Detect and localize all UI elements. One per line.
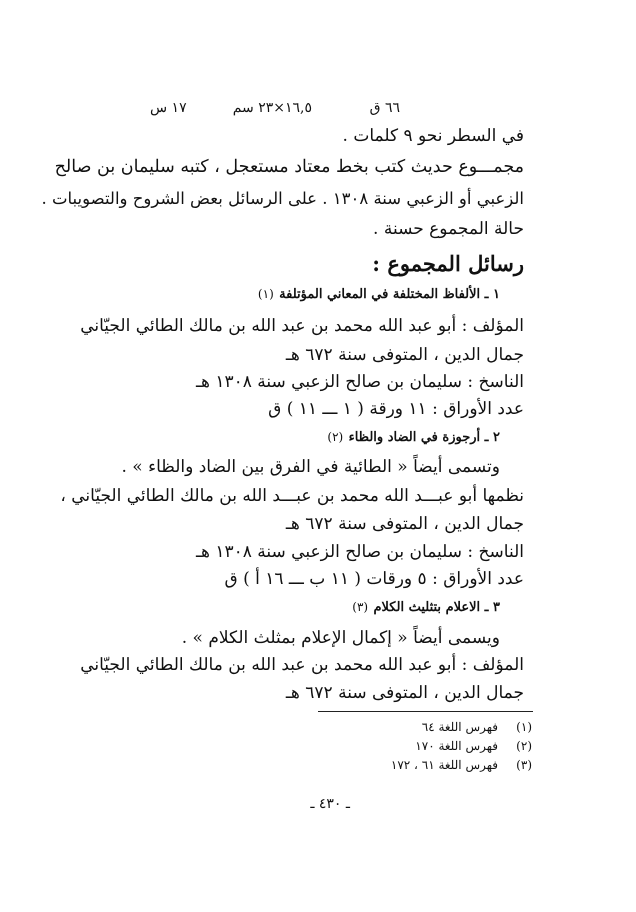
description-line-4: حالة المجموع حسنة . [373,219,524,239]
footnote-3 [391,756,532,774]
footnote-3-number: (٣) [516,758,532,772]
description-line-2: مجمـــوع حديث كتب بخط معتاد مستعجل ، كتبه سليمان بن صالح [54,157,524,177]
item-2-copyist: الناسخ : سليمان بن صالح الزعبي سنة ١٣٠٨ هـ [195,542,524,562]
item-3-author-line-1: المؤلف : أبو عبد الله محمد بن عبد الله بن مالك الطائي الجيّاني [80,655,524,675]
item-1-author-line-2: جمال الدين ، المتوفى سنة ٦٧٢ هـ [285,345,524,365]
item-3-title: ٣ ـ الاعلام بتثليث الكلام [373,600,500,615]
item-1-copyist: الناسخ : سليمان بن صالح الزعبي سنة ١٣٠٨ هـ [195,372,524,392]
page-size: ١٦,٥×٢٣ سم [232,100,312,116]
item-2-author-line-1: نظمها أبو عبـــد الله محمد بن عبـــد الله بن مالك الطائي الجيّاني ، [60,486,524,506]
footnote-1-number: (١) [516,720,532,734]
catalog-header [150,96,400,120]
footnote-1 [422,718,532,736]
item-3-heading [352,594,500,620]
folio-count: ٦٦ ق [369,100,400,116]
footnote-2-number: (٢) [516,739,532,753]
item-2-alt-title: وتسمى أيضاً « الطائية في الفرق بين الضاد والظاء » . [121,457,500,477]
item-3-alt-title: ويسمى أيضاً « إكمال الإعلام بمثلث الكلام » . [181,628,500,648]
item-1-heading [258,281,500,307]
footnote-2-text: فهرس اللغة ١٧٠ [415,739,498,753]
item-1-author-line-1: المؤلف : أبو عبد الله محمد بن عبد الله بن مالك الطائي الجيّاني [80,316,524,336]
footnote-2 [415,737,532,755]
item-2-footnote-ref: (٢) [327,430,344,444]
section-title: رسائل المجموع : [372,251,524,276]
footnote-1-text: فهرس اللغة ٦٤ [421,720,498,734]
footnote-rule [318,711,533,712]
item-3-footnote-ref: (٣) [352,600,369,614]
page-number: ـ ٤٣٠ ـ [310,796,350,812]
description-line-1: في السطر نحو ٩ كلمات . [342,126,524,146]
item-2-leaves: عدد الأوراق : ٥ ورقات ( ١١ ب ـــ ١٦ أ ) ق [224,569,524,589]
item-2-heading [327,424,500,450]
line-count: ١٧ س [150,100,187,116]
item-1-leaves: عدد الأوراق : ١١ ورقة ( ١ ـــ ١١ ) ق [268,399,524,419]
description-line-3: الزعبي أو الزعبي سنة ١٣٠٨ . على الرسائل بعض الشروح والتصويبات . [41,189,524,208]
item-1-footnote-ref: (١) [257,287,274,301]
footnote-3-text: فهرس اللغة ٦١ ، ١٧٢ [390,758,498,772]
item-3-author-line-2: جمال الدين ، المتوفى سنة ٦٧٢ هـ [285,683,524,703]
item-2-title: ٢ ـ أرجوزة في الضاد والظاء [348,430,500,445]
item-2-author-line-2: جمال الدين ، المتوفى سنة ٦٧٢ هـ [285,514,524,534]
item-1-title: ١ ـ الألفاظ المختلفة في المعاني المؤتلفة [279,287,500,302]
